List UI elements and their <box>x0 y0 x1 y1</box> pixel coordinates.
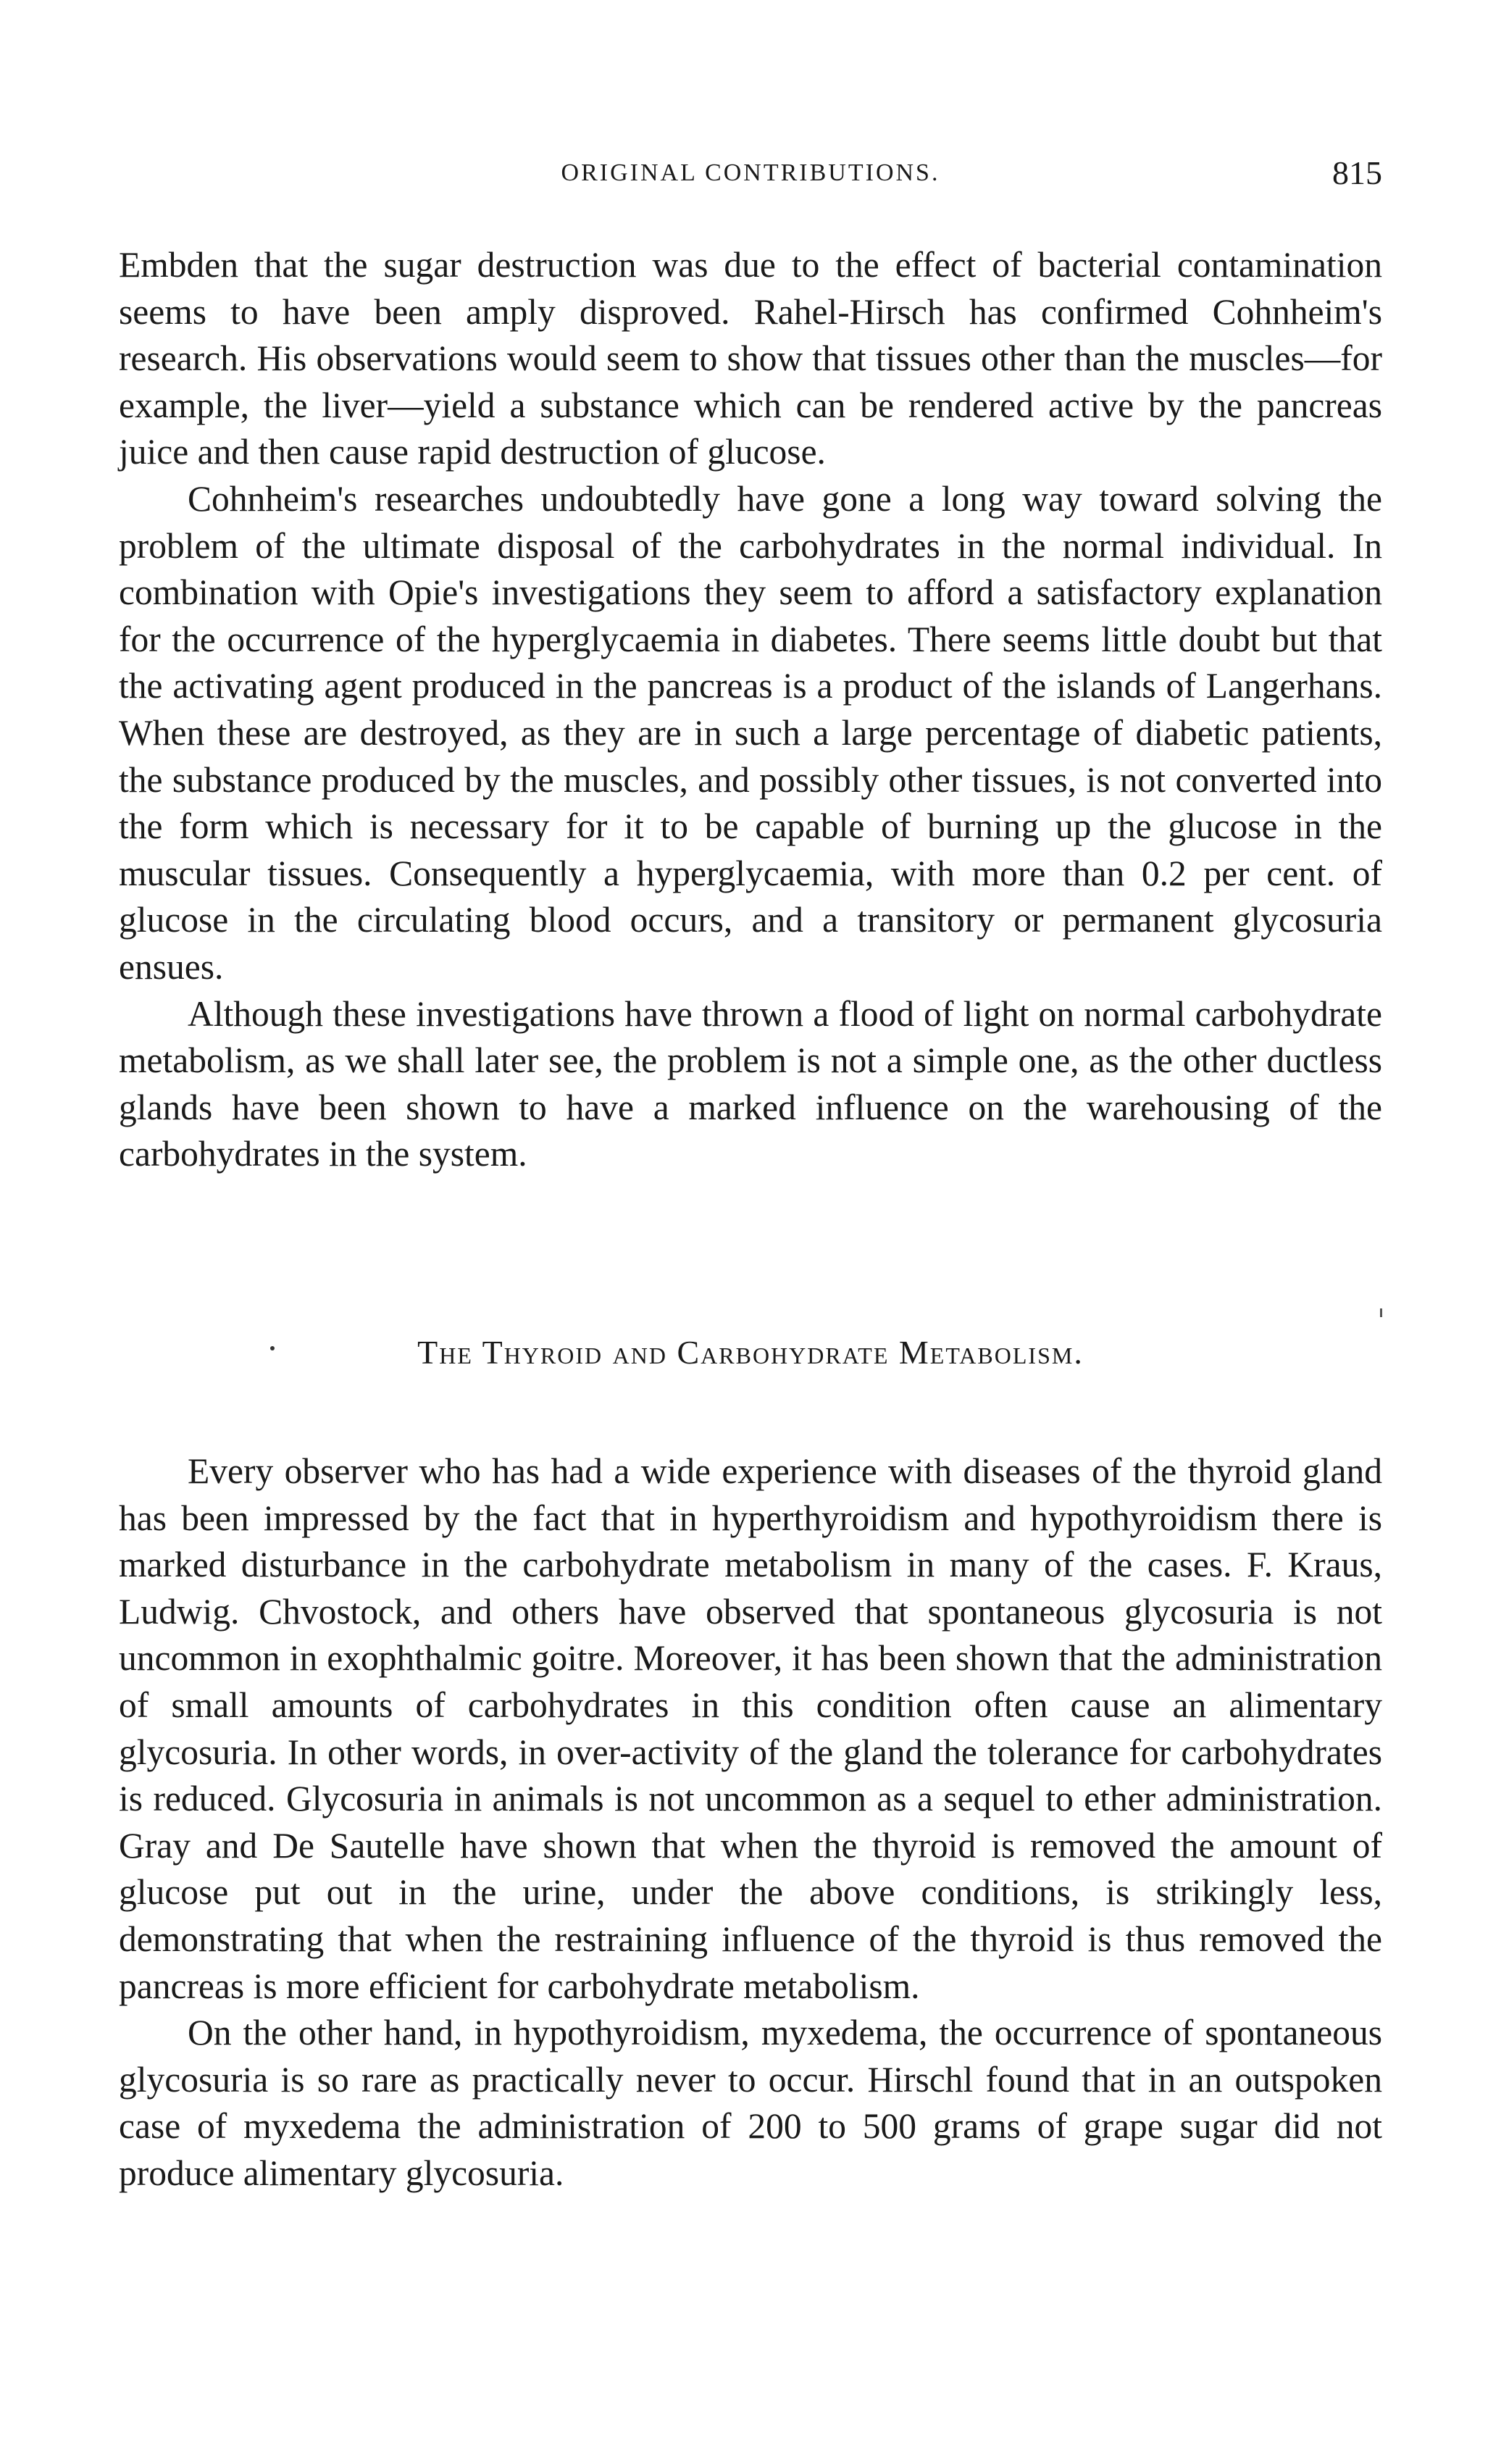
section-heading: The Thyroid and Carbohydrate Metabolism. <box>417 1334 1084 1371</box>
paragraph-hypothyroidism: On the other hand, in hypothyroidism, myxedema, the occurrence of spontaneous glycosuria is so rare as practically never to occur. Hirschl found that in an outspoken case of myxedema the administration of 200 to 500 grams of grape sugar did not produce alimentary glycosuria. <box>119 2013 1382 2193</box>
paragraph-cohnheim-researches: Cohnheim's researches undoubtedly have gone a long way toward solving the problem of the ultimate disposal of the carbohydrates in the normal individual. In combination with Opie's investigations they seem to afford a satisfactory explanation for the occurrence of the hyperglycaemia in diabetes. There seems little doubt but that the activating agent produced in the pancreas is a product of the islands of Langerhans. When these are destroyed, as they are in such a large percentage of diabetic patients, the substance produced by the muscles, and possibly other tissues, is not converted into the form which is necessary for it to be capable of burning up the glucose in the muscular tissues. Consequently a hyperglycaemia, with more than 0.2 per cent. of glucose in the circulating blood occurs, and a transitory or permanent glycosuria ensues. <box>119 478 1382 987</box>
paragraph-thyroid-observations: Every observer who has had a wide experience with diseases of the thyroid gland has been impressed by the fact that in hyperthyroidism and hypothyroidism there is marked disturbance in the carbohydrate metabolism in many of the cases. F. Kraus, Ludwig. Chvostock, and others have observed that spontaneous glycosuria is not uncommon in exophthalmic goitre. Moreover, it has been shown that the administration of small amounts of carbohydrates in this condition often cause an alimentary glycosuria. In other words, in over-activity of the gland the tolerance for carbohydrates is reduced. Glycosuria in animals is not uncommon as a sequel to ether administration. Gray and De Sautelle have shown that when the thyroid is removed the amount of glucose put out in the urine, under the above conditions, is strikingly less, demonstrating that when the restraining influence of the thyroid is thus removed the pancreas is more efficient for carbohydrate metabolism. <box>119 1451 1382 2006</box>
running-head <box>119 154 1382 203</box>
paragraph-continuation: Embden that the sugar destruction was due to the effect of bacterial contamination seems to have been amply disproved. Rahel-Hirsch has confirmed Cohnheim's research. His observations would seem to show that tissues other than the muscles—for example, the liver—yield a substance which can be rendered active by the pancreas juice and then cause rapid destruction of glucose. <box>119 245 1382 472</box>
text-block-before-heading <box>119 242 1382 1178</box>
paragraph-investigations-summary: Although these investigations have thrown a flood of light on normal carbohydrate metabolism, as we shall later see, the problem is not a simple one, as the other ductless glands have been shown to have a marked influence on the warehousing of the carbohydrates in the system. <box>119 993 1382 1174</box>
running-title: ORIGINAL CONTRIBUTIONS. <box>561 159 940 186</box>
ink-speck <box>1380 1308 1382 1317</box>
text-block-after-heading <box>119 1448 1382 2197</box>
page-number: 815 <box>1332 154 1382 191</box>
